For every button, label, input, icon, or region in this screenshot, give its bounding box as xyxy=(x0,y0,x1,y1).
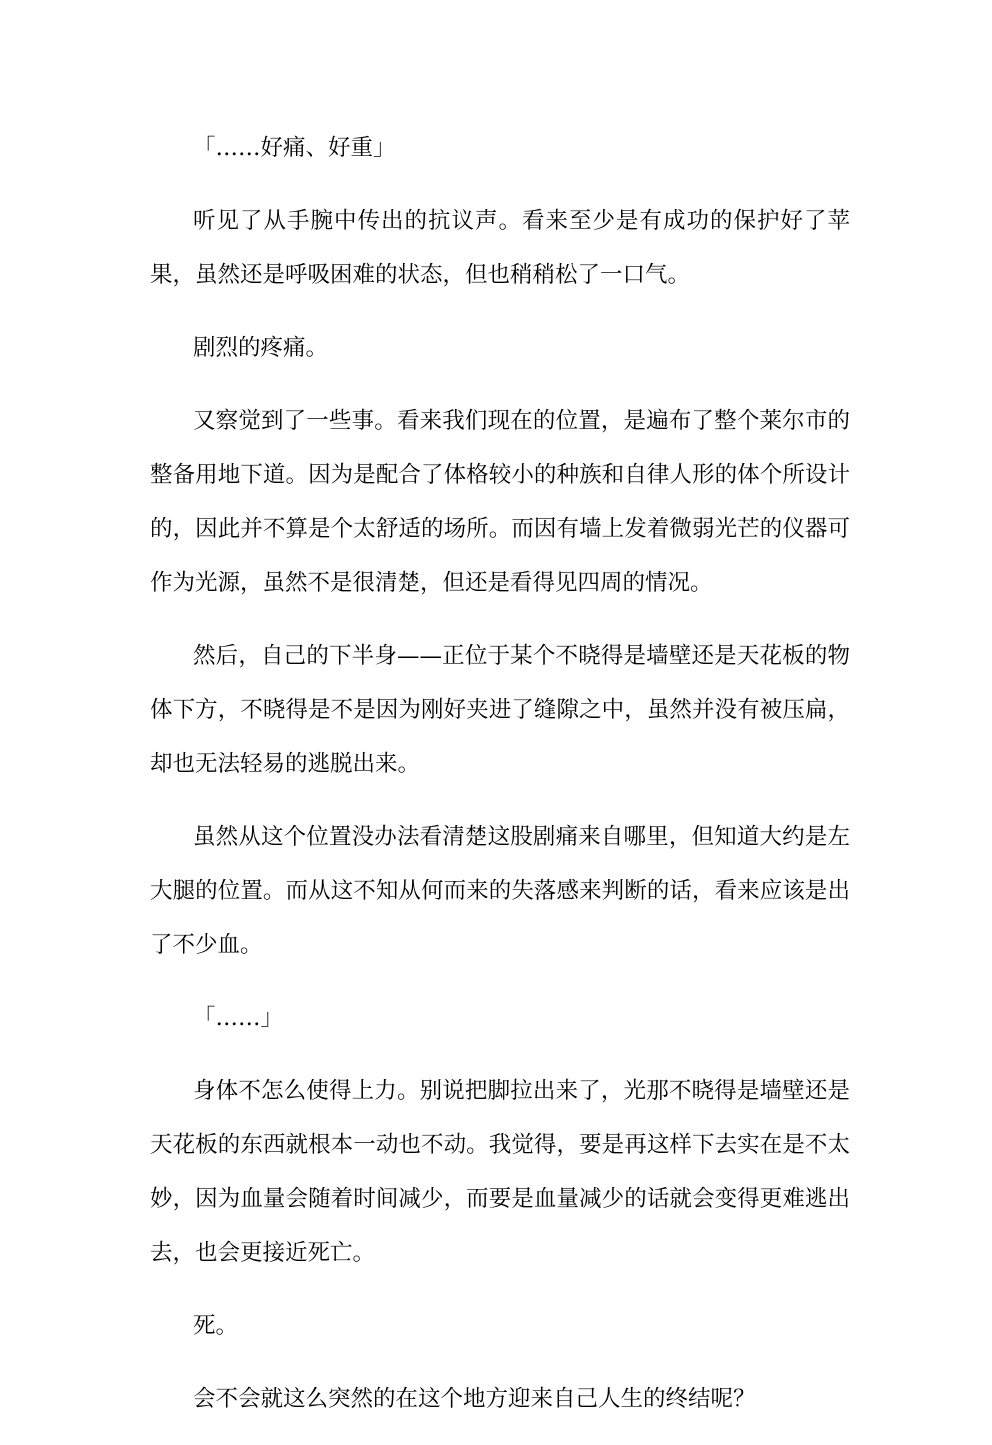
paragraph-6: 虽然从这个位置没办法看清楚这股剧痛来自哪里，但知道大约是左大腿的位置。而从这不知从何而来的失落感来判断的话，看来应该是出了不少血。 xyxy=(150,824,850,958)
paragraph-7: 「……」 xyxy=(193,1005,284,1031)
paragraph-10: 会不会就这么突然的在这个地方迎来自己人生的终结呢？ xyxy=(193,1386,756,1412)
paragraph-4: 又察觉到了一些事。看来我们现在的位置，是遍布了整个莱尔市的整备用地下道。因为是配合了体格较小的种族和自律人形的体个所设计的，因此并不算是个太舒适的场所。而因有墙上发着微弱光芒的仪器可作为光源，虽然不是很清楚，但还是看得见四周的情况。 xyxy=(150,408,850,596)
paragraph-5: 然后，自己的下半身——正位于某个不晓得是墙壁还是天花板的物体下方，不晓得是不是因为刚好夹进了缝隙之中，虽然并没有被压扁，却也无法轻易的逃脱出来。 xyxy=(150,643,850,777)
paragraph-8: 身体不怎么使得上力。别说把脚拉出来了，光那不晓得是墙壁还是天花板的东西就根本一动也不动。我觉得，要是再这样下去实在是不太妙，因为血量会随着时间减少，而要是血量减少的话就会变得更难逃出去，也会更接近死亡。 xyxy=(150,1078,850,1266)
paragraph-2: 听见了从手腕中传出的抗议声。看来至少是有成功的保护好了苹果，虽然还是呼吸困难的状态，但也稍稍松了一口气。 xyxy=(150,208,850,288)
paragraph-3: 剧烈的疼痛。 xyxy=(193,335,329,361)
paragraph-9: 死。 xyxy=(193,1313,239,1339)
document-page xyxy=(150,121,850,1445)
paragraph-1: 「……好痛、好重」 xyxy=(193,135,396,161)
